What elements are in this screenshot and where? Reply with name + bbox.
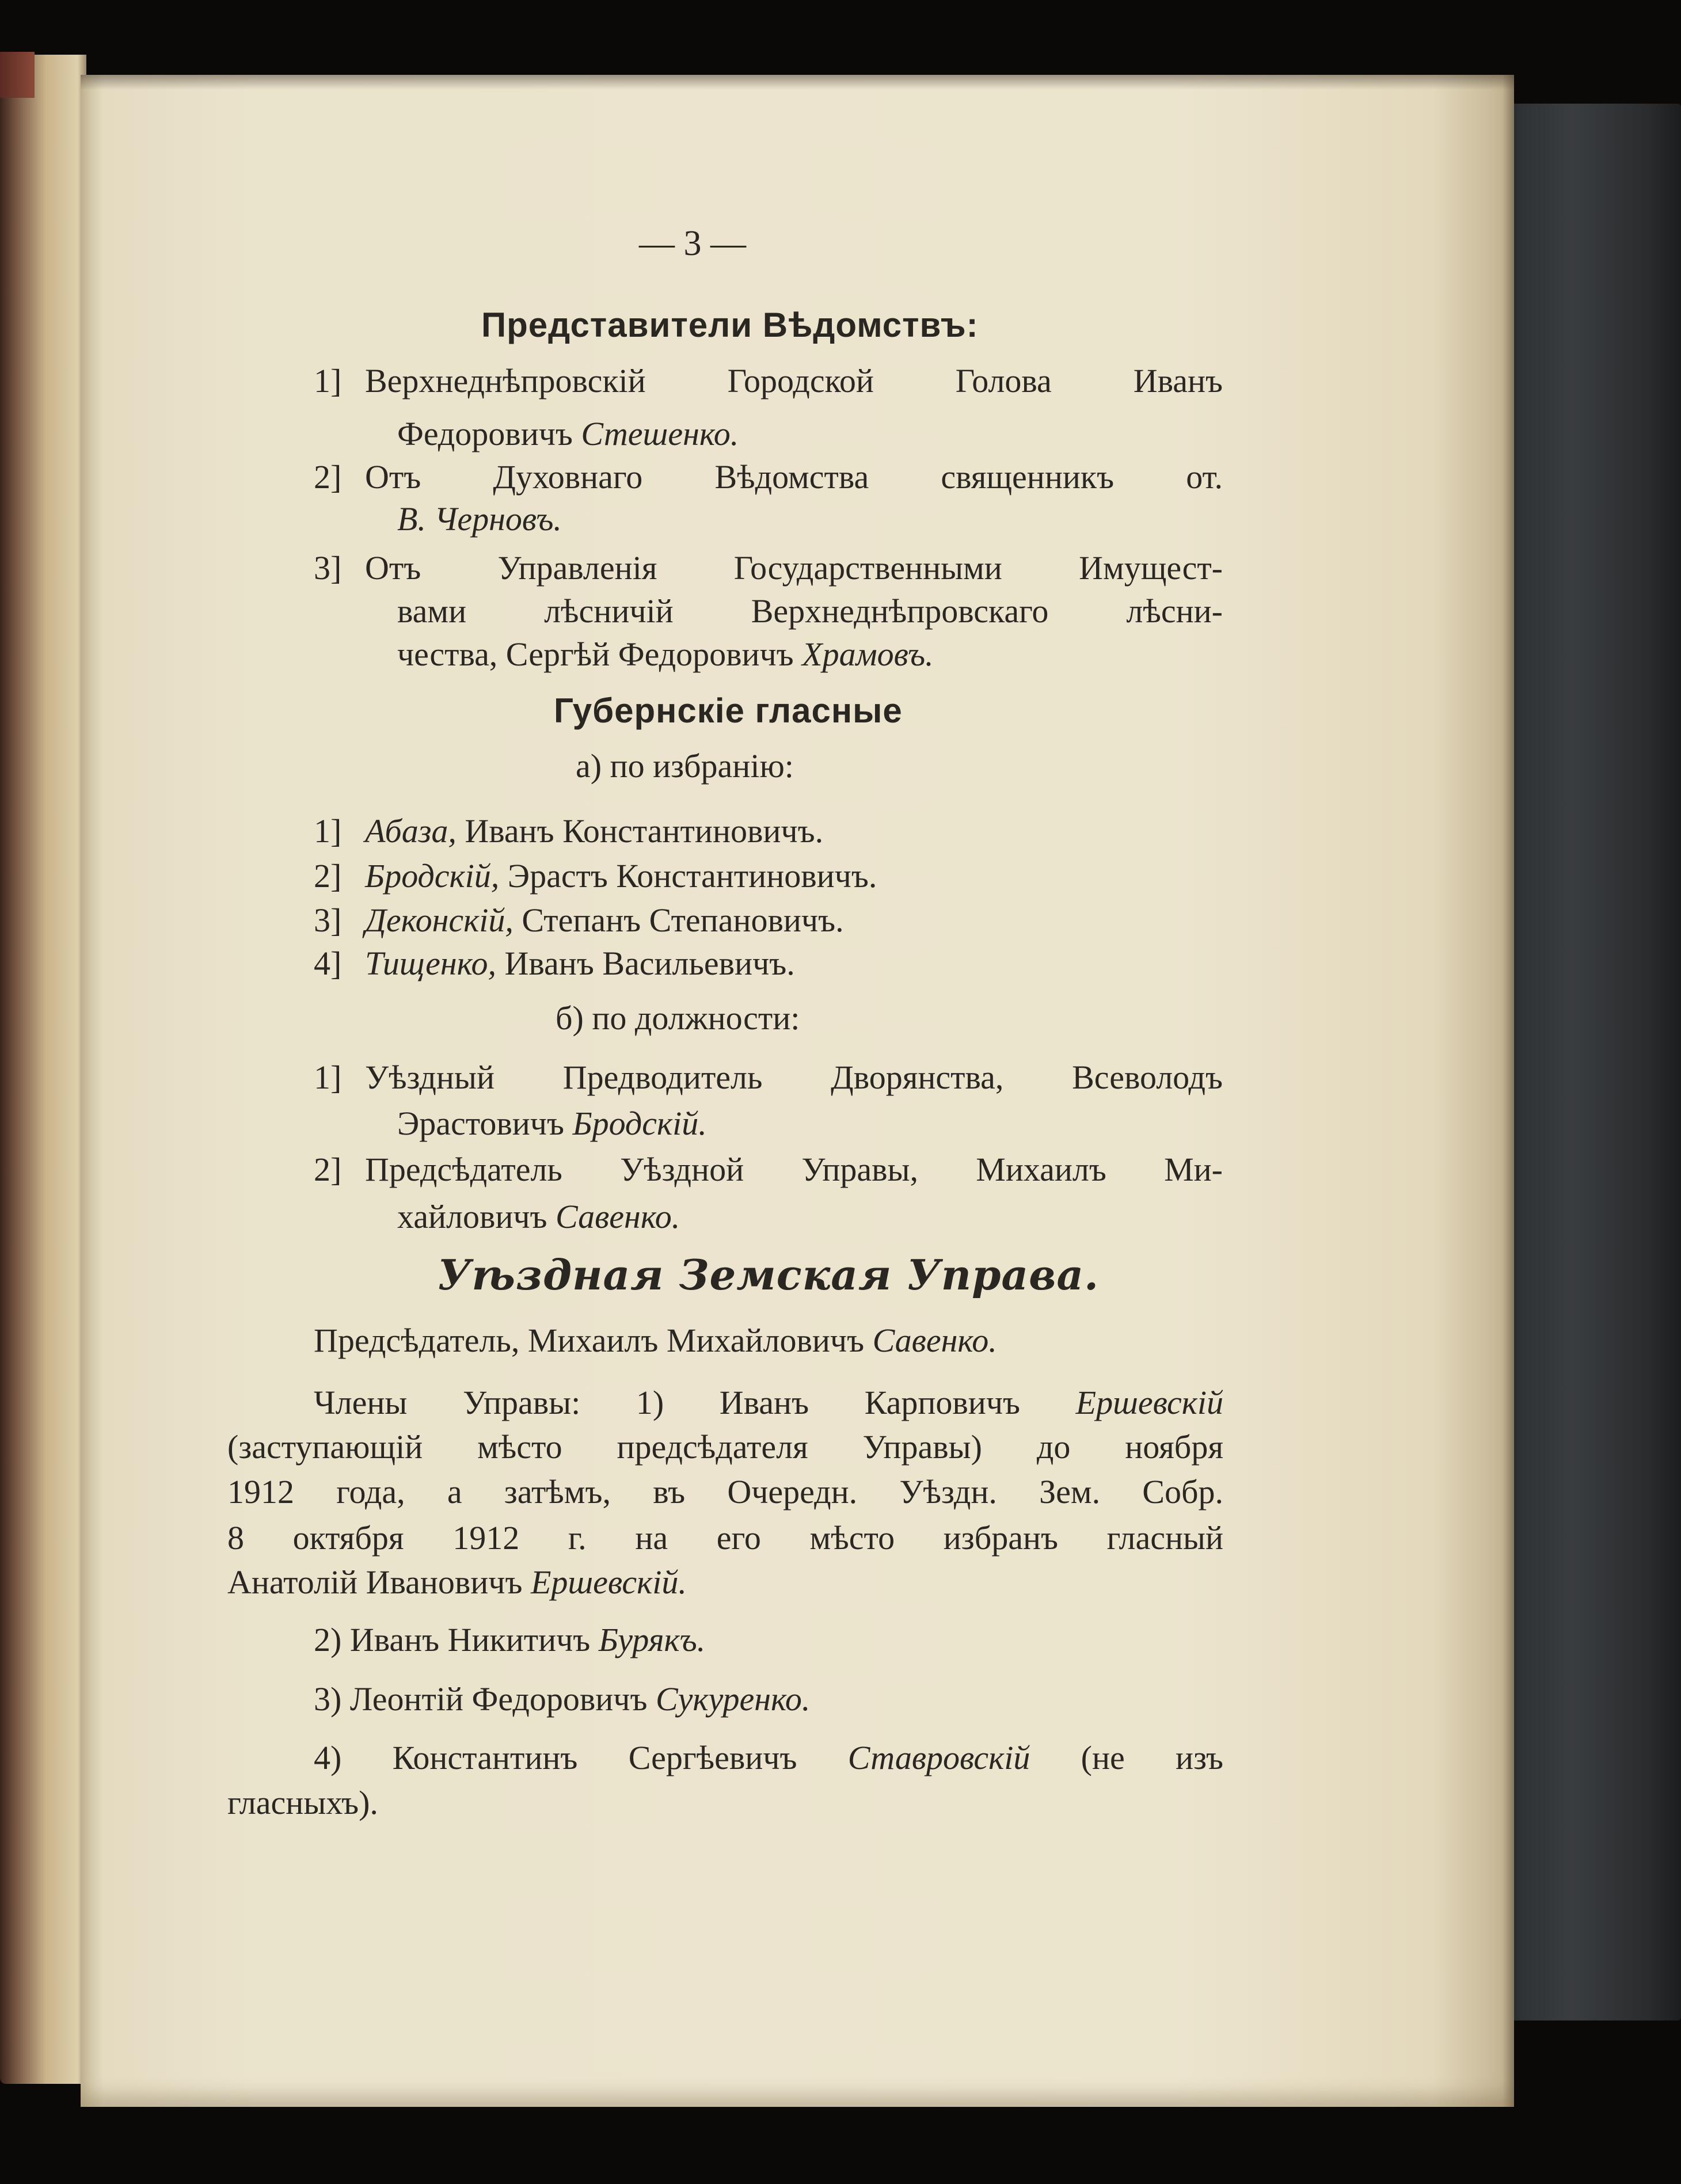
list-item-text: хайловичъ Савенко.: [397, 1198, 680, 1235]
surname: Абаза,: [365, 812, 457, 850]
list-item-text: Бродскій, Эрастъ Константиновичъ.: [365, 857, 877, 895]
surname: Бродскій.: [572, 1105, 707, 1142]
item-number: 2]: [314, 458, 342, 496]
surname: Стешенко.: [581, 415, 739, 452]
surname: Ершевскій.: [530, 1563, 687, 1601]
subheading-by-election: а) по избранію:: [576, 747, 794, 785]
page-number: — 3 —: [639, 224, 746, 263]
member-4-line: 4) Константинъ Сергѣевичъ Ставровскій (не изъ: [314, 1739, 1223, 1776]
section-heading-representatives: Представители Вѣдомствъ:: [481, 306, 979, 344]
list-item-text: Верхнеднѣпровскій Городской Голова Иванъ: [365, 362, 1223, 399]
surname: Савенко.: [556, 1198, 680, 1235]
list-item-text: Предсѣдатель Уѣздной Управы, Михаилъ Ми-: [365, 1151, 1223, 1188]
surname: Бурякъ.: [598, 1621, 706, 1658]
surname: Тищенко,: [365, 945, 497, 982]
surname: Сукуренко.: [655, 1680, 811, 1718]
list-item-text: Федоровичъ Стешенко.: [397, 415, 739, 452]
surname: Деконскій,: [365, 901, 514, 939]
member-4-line: гласныхъ).: [227, 1784, 378, 1821]
list-item-text: вами лѣсничій Верхнеднѣпровскаго лѣсни-: [397, 592, 1223, 630]
list-item-text: Отъ Управленія Государственными Имущест-: [365, 549, 1223, 587]
list-item-text: Тищенко, Иванъ Васильевичъ.: [365, 945, 795, 982]
item-number: 2]: [314, 857, 342, 895]
list-item-text: Абаза, Иванъ Константиновичъ.: [365, 812, 824, 850]
chairman-line: Предсѣдатель, Михаилъ Михайловичъ Савенко.: [314, 1322, 997, 1359]
members-line: Анатолій Ивановичъ Ершевскій.: [227, 1563, 687, 1601]
surname: Ершевскій: [1075, 1384, 1223, 1421]
item-number: 3]: [314, 901, 342, 939]
surname: Бродскій,: [365, 857, 500, 895]
section-heading-provincial: Губернскіе гласные: [554, 691, 903, 730]
members-line: 1912 года, а затѣмъ, въ Очередн. Уѣздн. Зем. Собр.: [227, 1473, 1223, 1510]
surname: В. Черновъ.: [397, 500, 562, 538]
list-item-text: чества, Сергѣй Федоровичъ Храмовъ.: [397, 636, 934, 673]
member-2-line: 2) Иванъ Никитичъ Бурякъ.: [314, 1621, 706, 1658]
list-item-text: Отъ Духовнаго Вѣдомства священникъ от.: [365, 458, 1223, 496]
list-item-text: Деконскій, Степанъ Степановичъ.: [365, 901, 844, 939]
member-3-line: 3) Леонтій Федоровичъ Сукуренко.: [314, 1680, 811, 1718]
list-item-text: [397, 500, 562, 538]
members-line: 8 октября 1912 г. на его мѣсто избранъ гласный: [227, 1519, 1223, 1557]
members-line: (заступающій мѣсто предсѣдателя Управы) до ноября: [227, 1428, 1223, 1466]
members-line: Члены Управы: 1) Иванъ Карповичъ Ершевскій: [314, 1384, 1223, 1421]
item-number: 4]: [314, 945, 342, 982]
item-number: 1]: [314, 812, 342, 850]
list-item-text: Уѣздный Предводитель Дворянства, Всеволодъ: [365, 1059, 1223, 1096]
item-number: 1]: [314, 362, 342, 399]
item-number: 2]: [314, 1151, 342, 1188]
section-heading-district-board: Уѣздная Земская Управа.: [438, 1250, 1100, 1299]
list-item-text: Эрастовичъ Бродскій.: [397, 1105, 707, 1142]
surname: Храмовъ.: [802, 636, 934, 673]
subheading-by-office: б) по должности:: [556, 999, 800, 1037]
surname: Ставровскій: [847, 1739, 1030, 1776]
item-number: 3]: [314, 549, 342, 587]
item-number: 1]: [314, 1059, 342, 1096]
surname: Савенко.: [872, 1322, 997, 1359]
